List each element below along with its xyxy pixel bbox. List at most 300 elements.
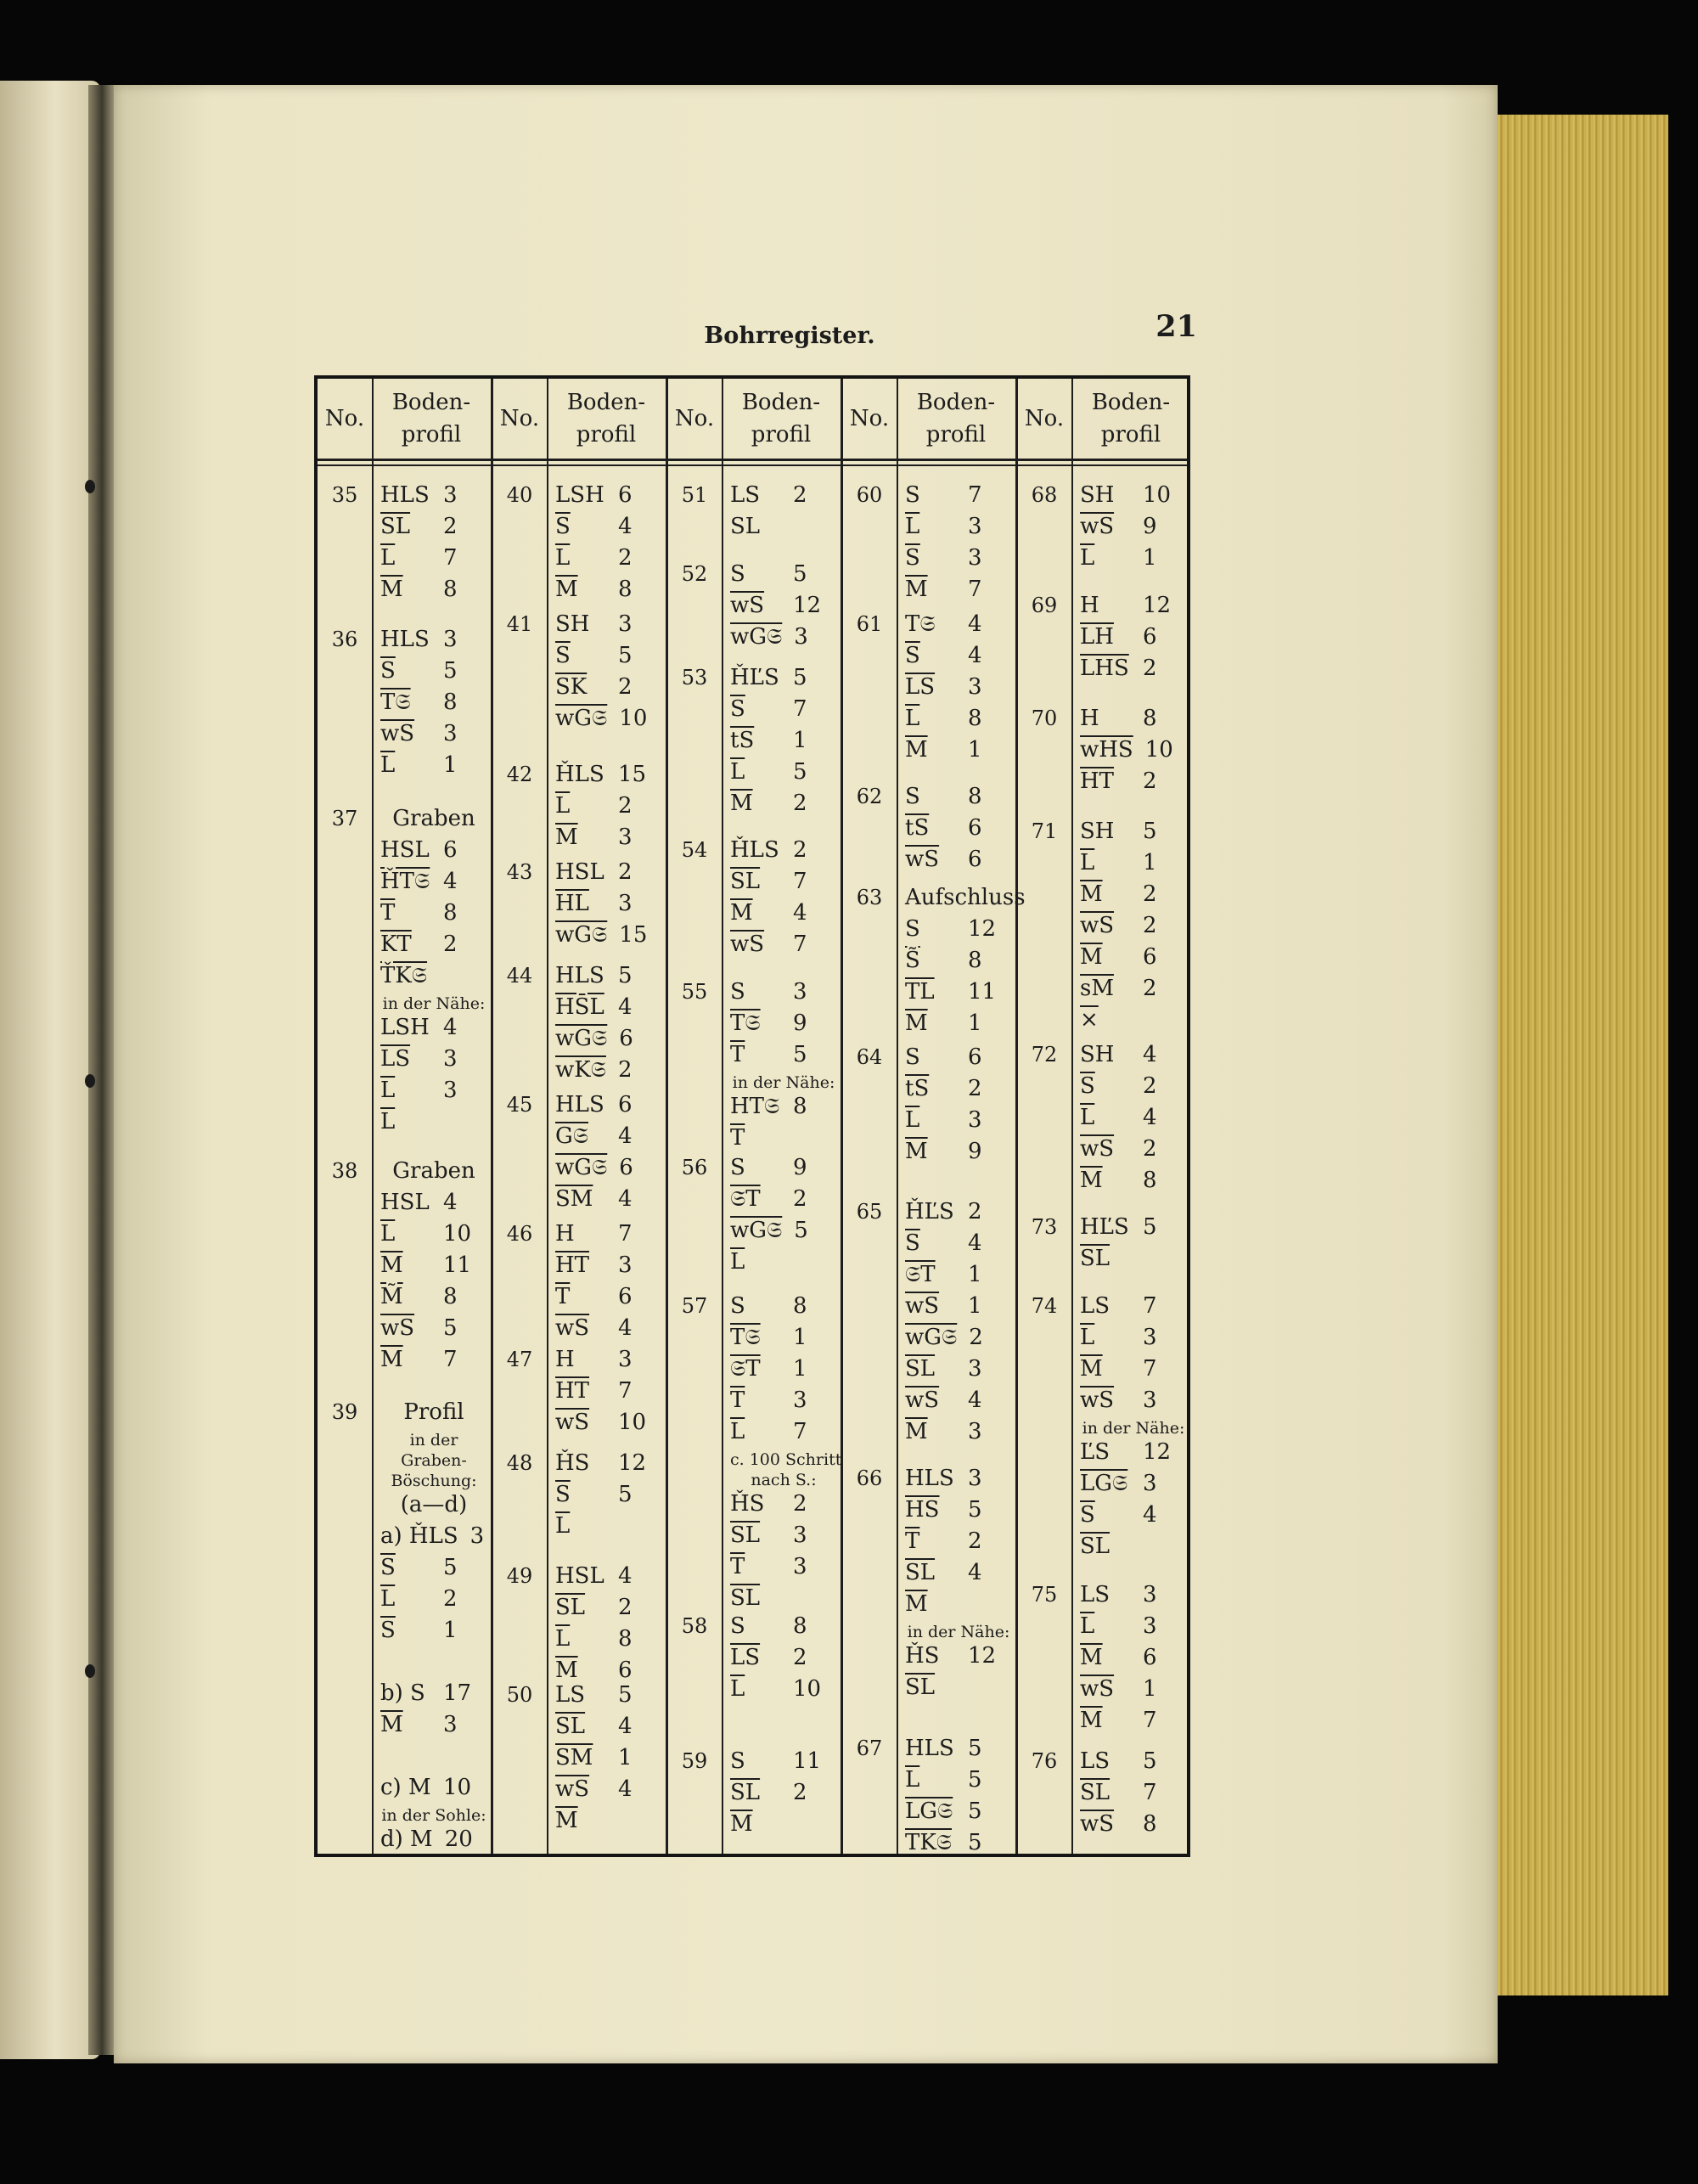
layer-thickness: 2: [1143, 768, 1157, 794]
layer-thickness: 3: [968, 1355, 982, 1382]
profile-layer: [730, 1155, 837, 1180]
layer-code: H: [1080, 592, 1099, 618]
profile-layer: [380, 837, 487, 863]
profile-layer: [730, 1218, 837, 1243]
layer-thickness: 10: [1143, 482, 1172, 508]
boring-number: 56: [681, 1155, 708, 1179]
layer-code: $\overline{L}$: [1080, 545, 1095, 571]
profile-layer: [380, 721, 487, 746]
profile-layer: [730, 1554, 837, 1579]
layer-thickness: 1: [618, 1745, 633, 1771]
layer-code: $\overline{sM}$: [1080, 975, 1114, 1001]
layer-thickness: 4: [1143, 1041, 1157, 1067]
profile-layer: [905, 1497, 1012, 1523]
layer-thickness: 10: [618, 1409, 647, 1435]
layer-code: $\overline{SL}$: [555, 1714, 586, 1740]
layer-code: $\overline{HT}$: [1080, 768, 1115, 794]
boring-number: 62: [856, 785, 883, 809]
layer-code: $\overline{L}$: [555, 1625, 571, 1652]
profile-layer: [1080, 482, 1187, 508]
layer-thickness: 7: [1143, 1292, 1157, 1319]
profile-layer: [380, 1158, 487, 1184]
profile-layer: [1080, 1007, 1187, 1033]
boring-number: 64: [856, 1045, 883, 1070]
profile-layer: [555, 1513, 662, 1539]
layer-code: $\overline{M}$: [730, 900, 753, 926]
layer-code: $\overline{M}$: [905, 736, 928, 763]
layer-thickness: 7: [443, 545, 458, 571]
layer-code: HLS: [380, 627, 430, 653]
layer-thickness: 4: [1143, 1501, 1157, 1528]
layer-code: G𝔖: [555, 1123, 589, 1149]
profile-layer: [1080, 656, 1187, 681]
header-bodenprofil: Boden- profil: [741, 390, 821, 447]
layer-thickness: 7: [793, 869, 807, 895]
profile-layer: [1080, 1471, 1187, 1496]
profile-layer: [730, 1325, 837, 1350]
layer-code: $\overline{LS}$: [730, 1645, 761, 1670]
header-bodenprofil: Boden- profil: [391, 390, 471, 447]
layer-code: ĽS: [1080, 1438, 1110, 1465]
layer-code: LS: [730, 482, 761, 508]
profile-layer: [555, 793, 662, 819]
boring-number: 46: [506, 1221, 533, 1246]
layer-code: $\overline{TL}$: [905, 978, 935, 1005]
layer-thickness: 1: [968, 736, 982, 763]
layer-code: $\overline{L}$: [1080, 1613, 1095, 1639]
profile-layer: [555, 1450, 662, 1476]
profile-layer: [555, 1221, 662, 1247]
profile-layer: [905, 577, 1012, 602]
layer-code: $\overline{L}$: [380, 1586, 396, 1613]
profile-layer: [730, 932, 837, 957]
boring-number: 38: [331, 1158, 358, 1183]
layer-code: SH: [1080, 1041, 1115, 1067]
layer-thickness: 9: [793, 1154, 807, 1180]
profile-layer: [730, 1645, 837, 1670]
layer-code: LSH: [380, 1015, 430, 1041]
layer-thickness: 8: [793, 1292, 807, 1319]
profile-layer: [1080, 1613, 1187, 1639]
layer-code: $\overline{M}$: [555, 825, 578, 851]
layer-thickness: 8: [443, 690, 458, 716]
layer-code: $\overline{T}$: [555, 1283, 571, 1309]
layer-thickness: 3: [1143, 1582, 1157, 1607]
layer-thickness: 7: [968, 577, 982, 602]
layer-code: LS: [1080, 1748, 1110, 1775]
layer-code: $\overline{M}$: [555, 1657, 578, 1683]
profile-layer: [555, 1563, 662, 1589]
profile-layer: [380, 1399, 487, 1425]
layer-code: LSH: [555, 482, 604, 508]
boring-number: 55: [681, 979, 708, 1004]
profile-layer: [380, 1649, 487, 1675]
layer-code: $\overline{wS}$: [1080, 1811, 1115, 1838]
profile-layer: [380, 482, 487, 508]
boring-number: 47: [506, 1347, 533, 1371]
profile-layer: [730, 1748, 837, 1774]
profile-layer: [380, 1743, 487, 1769]
profile-layer: [380, 1109, 487, 1134]
profile-layer: [380, 932, 487, 957]
layer-thickness: 2: [969, 1324, 983, 1350]
layer-thickness: 2: [618, 673, 633, 700]
layer-code: $\overline{wS}$: [1080, 912, 1115, 938]
layer-code: $\overline{LH}$: [1080, 623, 1114, 650]
layer-code: $\overline{M}$: [380, 577, 403, 602]
layer-thickness: 4: [618, 994, 633, 1021]
profile-layer: [380, 1252, 487, 1278]
layer-thickness: 8: [618, 577, 633, 602]
profile-note: [380, 1431, 487, 1449]
profile-layer: [730, 1356, 837, 1382]
layer-code: $\overline{M}$: [380, 1252, 403, 1278]
layer-code: $\overline{SL}$: [1080, 1780, 1110, 1806]
layer-thickness: 5: [968, 1767, 982, 1793]
layer-thickness: 8: [968, 705, 982, 731]
layer-thickness: 3: [1143, 1613, 1157, 1639]
layer-code: in der Nähe:: [907, 1623, 1010, 1642]
layer-code: SH: [1080, 482, 1115, 508]
layer-thickness: 1: [968, 1010, 982, 1036]
layer-thickness: 11: [968, 978, 997, 1005]
boring-number: 36: [331, 628, 358, 652]
boring-number: 39: [331, 1400, 358, 1425]
layer-thickness: 2: [618, 859, 633, 885]
profile-layer: [730, 869, 837, 894]
layer-thickness: 8: [793, 1093, 807, 1119]
profile-layer: [905, 482, 1012, 508]
profile-layer: [555, 611, 662, 637]
layer-thickness: 5: [618, 963, 633, 989]
profile-layer: [1080, 1356, 1187, 1382]
layer-code: $\overline{M}$: [380, 1712, 403, 1738]
profile-layer: [1080, 768, 1187, 794]
profile-layer: [730, 482, 837, 508]
layer-code: $\overline{S}$: [380, 1618, 396, 1644]
profile-layer: [380, 545, 487, 571]
profile-layer: [730, 728, 837, 753]
layer-code: HLS: [555, 963, 604, 989]
profile-layer: [905, 1798, 1012, 1824]
layer-code: $\overline{L}$: [1080, 1324, 1095, 1350]
profile-layer: [380, 1046, 487, 1072]
layer-code: $\overline{S}$: [380, 658, 396, 684]
boring-number: 68: [1031, 483, 1058, 507]
layer-thickness: 4: [1143, 1104, 1157, 1130]
layer-code: S: [905, 482, 920, 508]
layer-thickness: 12: [1143, 592, 1172, 618]
column-divider: [897, 379, 898, 1854]
boring-number: 40: [506, 483, 533, 507]
layer-thickness: 2: [1143, 912, 1157, 938]
layer-code: $\overline{LS}$: [380, 1046, 411, 1072]
layer-code: HLS: [905, 1736, 954, 1762]
layer-code: $\overline{S}$: [905, 545, 920, 571]
layer-thickness: 3: [469, 1523, 485, 1550]
layer-code: ȞĽS: [905, 1198, 954, 1224]
profile-layer: [555, 577, 662, 602]
profile-layer: [905, 948, 1012, 973]
profile-layer: [905, 1139, 1012, 1164]
header-no: No.: [849, 406, 890, 431]
profile-layer: [1080, 1168, 1187, 1193]
layer-thickness: 4: [968, 1560, 982, 1586]
layer-thickness: 4: [618, 1562, 633, 1589]
layer-thickness: 11: [793, 1748, 822, 1775]
layer-code: $\overline{M}$: [1080, 943, 1103, 970]
layer-code: $\overline{wS}$: [380, 721, 415, 747]
layer-thickness: 2: [618, 1057, 633, 1084]
layer-code: T𝔖: [730, 1324, 761, 1350]
profile-note: [730, 1471, 837, 1489]
layer-thickness: 8: [1143, 705, 1157, 731]
profile-layer: [905, 815, 1012, 841]
layer-code: $\overline{L}$: [905, 705, 920, 731]
profile-layer: [1080, 976, 1187, 1001]
layer-code: $\overline{SL}$: [380, 514, 411, 539]
layer-code: S: [730, 978, 745, 1005]
layer-code: Graben: [392, 806, 475, 832]
layer-code: SL: [730, 514, 761, 539]
layer-code: $\overline{T}$: [380, 900, 396, 926]
layer-thickness: 4: [618, 1776, 633, 1803]
profile-layer: [905, 1199, 1012, 1224]
layer-code: ȞS: [730, 1490, 765, 1517]
layer-code: 𝔖T: [905, 1261, 936, 1287]
layer-code: $\overline{M}$: [1080, 881, 1103, 907]
layer-code: $\overline{S}$: [555, 642, 571, 668]
layer-code: $\overline{HL}$: [555, 891, 589, 916]
layer-code: $\overline{S}$: [1080, 1501, 1095, 1528]
profile-layer: [1080, 593, 1187, 618]
profile-layer: [555, 1626, 662, 1652]
profile-layer: [555, 1745, 662, 1770]
profile-layer: [905, 674, 1012, 700]
profile-note: [1080, 1419, 1187, 1438]
layer-thickness: 2: [1143, 1135, 1157, 1162]
layer-thickness: 7: [793, 1418, 807, 1444]
profile-layer: [905, 1736, 1012, 1761]
layer-code: $\overline{M}$: [905, 577, 928, 602]
layer-code: ȞT𝔖: [380, 869, 430, 895]
layer-code: d) M: [380, 1827, 433, 1853]
layer-code: HSL: [380, 1189, 430, 1215]
layer-code: $\overline{L}$: [380, 545, 396, 571]
layer-thickness: 7: [443, 1346, 458, 1372]
layer-thickness: 2: [1143, 975, 1157, 1001]
layer-code: LG𝔖: [1080, 1470, 1128, 1496]
layer-code: $\overline{wS}$: [905, 1292, 940, 1319]
layer-thickness: 6: [619, 1154, 633, 1180]
layer-code: $\overline{HT}$: [555, 1252, 590, 1278]
profile-layer: [1080, 1534, 1187, 1559]
layer-code: $\overline{S}$: [555, 1481, 571, 1507]
profile-layer: [555, 922, 662, 948]
layer-thickness: 5: [443, 1555, 458, 1581]
layer-thickness: 12: [968, 1643, 997, 1669]
layer-thickness: 12: [793, 592, 822, 618]
layer-thickness: 2: [793, 837, 807, 864]
profile-layer: [730, 1613, 837, 1639]
profile-layer: [1080, 514, 1187, 539]
layer-thickness: 5: [618, 1481, 633, 1507]
header-no: No.: [674, 406, 715, 431]
layer-code: $\overline{wS}$: [1080, 1676, 1115, 1702]
layer-thickness: 15: [618, 762, 647, 788]
layer-code: $\overline{L}$: [555, 1512, 571, 1539]
profile-layer: [555, 545, 662, 571]
layer-thickness: 2: [968, 1528, 982, 1555]
profile-layer: [380, 900, 487, 926]
layer-thickness: 2: [443, 514, 458, 539]
profile-layer: [730, 1419, 837, 1444]
layer-thickness: 5: [793, 664, 807, 690]
profile-note: [730, 1449, 842, 1469]
layer-thickness: 1: [1143, 849, 1157, 875]
layer-code: $\overline{wS}$: [730, 932, 765, 958]
layer-thickness: 5: [1143, 1214, 1157, 1241]
layer-code: $\overline{LS}$: [905, 673, 936, 700]
layer-thickness: 5: [968, 1798, 982, 1825]
layer-thickness: 1: [1143, 545, 1157, 571]
header-rule: [318, 464, 1187, 466]
boring-number: 73: [1031, 1215, 1058, 1240]
layer-thickness: 4: [968, 1387, 982, 1413]
boring-number: 74: [1031, 1293, 1058, 1318]
layer-code: $\overline{T}$: [730, 1041, 745, 1067]
profile-layer: [905, 1293, 1012, 1319]
boring-number: 57: [681, 1293, 708, 1318]
layer-code: HT𝔖: [730, 1093, 780, 1119]
layer-code: $\overline{HS}$: [905, 1497, 940, 1523]
column-divider: [841, 379, 843, 1854]
layer-code: M̃: [380, 1283, 403, 1309]
layer-thickness: 2: [618, 545, 633, 571]
profile-layer: [905, 1388, 1012, 1413]
layer-code: wG𝔖: [555, 922, 608, 948]
layer-thickness: 6: [618, 1091, 633, 1117]
layer-code: S: [730, 1613, 745, 1639]
layer-code: Profil: [403, 1399, 464, 1426]
layer-thickness: 3: [443, 482, 458, 508]
layer-code: LS: [1080, 1292, 1110, 1319]
layer-code: in der Sohle:: [381, 1806, 486, 1826]
profile-layer: [730, 900, 837, 926]
layer-thickness: 9: [793, 1010, 807, 1036]
layer-code: $\overline{S}$: [905, 642, 920, 668]
profile-layer: [905, 1230, 1012, 1256]
profile-layer: [905, 1466, 1012, 1491]
boring-number: 75: [1031, 1583, 1058, 1607]
layer-thickness: 2: [793, 1490, 807, 1517]
profile-layer: [555, 891, 662, 916]
header-no: No.: [499, 406, 540, 431]
header-bodenprofil: Boden- profil: [916, 390, 996, 447]
header-no: No.: [324, 406, 365, 431]
profile-layer: [1080, 706, 1187, 731]
layer-thickness: 12: [1143, 1438, 1172, 1465]
profile-layer: [1080, 624, 1187, 650]
layer-thickness: 5: [968, 1830, 982, 1856]
layer-thickness: 8: [968, 784, 982, 810]
profile-layer: [555, 482, 662, 508]
layer-code: $\overline{wS}$: [555, 1776, 590, 1803]
profile-layer: [380, 658, 487, 684]
profile-layer: [730, 514, 837, 539]
layer-code: $\overline{wS}$: [1080, 1387, 1115, 1413]
boring-number: 59: [681, 1749, 708, 1774]
layer-code: $\overline{L}$: [730, 1248, 745, 1275]
profile-layer: [730, 696, 837, 722]
header-rule: [318, 459, 1187, 461]
profile-layer: [905, 1325, 1012, 1350]
layer-thickness: 6: [968, 815, 982, 842]
profile-layer: [555, 762, 662, 787]
profile-layer: [905, 1010, 1012, 1036]
layer-thickness: 3: [793, 1553, 807, 1579]
layer-code: wG𝔖: [555, 1026, 608, 1052]
layer-thickness: 4: [618, 1314, 633, 1341]
profile-layer: [905, 979, 1012, 1005]
layer-code: $\overline{wS}$: [555, 1314, 590, 1341]
profile-layer: [730, 1585, 837, 1611]
header-no: No.: [1024, 406, 1065, 431]
layer-thickness: 7: [618, 1377, 633, 1404]
layer-code: b) S: [380, 1680, 425, 1707]
facing-page: [0, 81, 100, 2059]
layer-thickness: 15: [619, 922, 648, 948]
binding-hole: [85, 1074, 95, 1088]
layer-code: $\overline{LHS}$: [1080, 655, 1129, 681]
profile-layer: [730, 593, 837, 618]
layer-code: $\overline{M}$: [905, 1010, 928, 1036]
layer-code: $\overline{S}$: [1080, 1072, 1095, 1099]
layer-code: (a—d): [400, 1492, 468, 1518]
layer-thickness: 7: [793, 932, 807, 958]
profile-layer: [730, 1523, 837, 1548]
layer-code: $\overline{wHS}$: [1080, 736, 1133, 763]
bohrregister-table: [314, 375, 1190, 1857]
layer-thickness: 1: [793, 1355, 807, 1382]
profile-layer: [1080, 1105, 1187, 1130]
profile-layer: [905, 1419, 1012, 1444]
boring-number: 58: [681, 1614, 708, 1638]
layer-thickness: 1: [968, 1292, 982, 1319]
profile-layer: [905, 1643, 1012, 1669]
layer-code: $\overline{SL}$: [905, 1675, 936, 1701]
binding-hole: [85, 480, 95, 493]
layer-code: H: [1080, 705, 1099, 731]
layer-thickness: 10: [793, 1676, 822, 1702]
profile-layer: [905, 784, 1012, 809]
layer-thickness: 3: [443, 627, 458, 653]
profile-layer: [1080, 1325, 1187, 1350]
profile-layer: [555, 1378, 662, 1404]
profile-layer: [905, 1356, 1012, 1382]
layer-thickness: 17: [443, 1680, 472, 1707]
layer-code: in der: [409, 1431, 458, 1450]
layer-code: $\overline{wS}$: [1080, 514, 1115, 539]
layer-thickness: 7: [1143, 1708, 1157, 1733]
profile-layer: [730, 1811, 837, 1837]
layer-code: $\overline{S}$: [905, 1230, 920, 1256]
profile-layer: [1080, 881, 1187, 907]
layer-thickness: 2: [1143, 655, 1157, 681]
profile-layer: [555, 1092, 662, 1117]
profile-layer: [555, 1808, 662, 1833]
layer-thickness: 7: [793, 695, 807, 722]
